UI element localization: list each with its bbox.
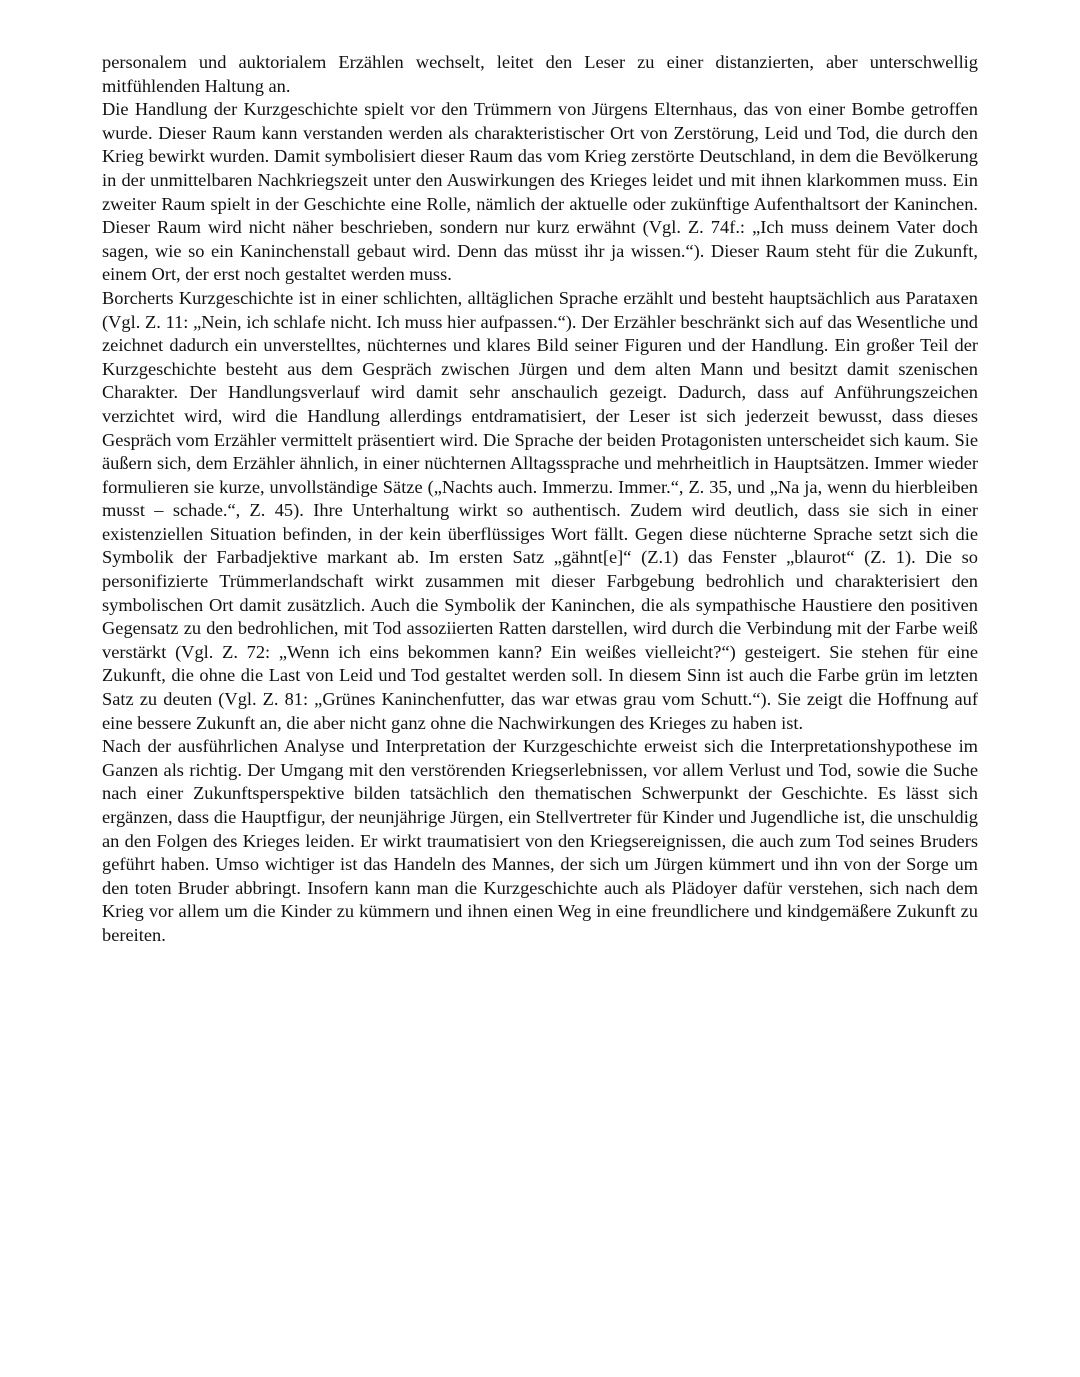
document-page	[102, 51, 978, 948]
paragraph-language: Borcherts Kurzgeschichte ist in einer schlichten, alltäglichen Sprache erzählt und besteht hauptsächlich aus Parataxen (Vgl. Z. 11: „Nein, ich schlafe nicht. Ich muss hier aufpassen.“). Der Erzähler beschränkt sich auf das Wesentliche und zeichnet dadurch ein unverstelltes, nüchternes und klares Bild seiner Figuren und der Handlung. Ein großer Teil der Kurzgeschichte besteht aus dem Gespräch zwischen Jürgen und dem alten Mann und besitzt damit szenischen Charakter. Der Handlungsverlauf wird damit sehr anschaulich gezeigt. Dadurch, dass auf Anführungszeichen verzichtet wird, wird die Handlung allerdings entdramatisiert, der Leser ist sich jederzeit bewusst, dass dieses Gespräch vom Erzähler vermittelt präsentiert wird. Die Sprache der beiden Protagonisten unterscheidet sich kaum. Sie äußern sich, dem Erzähler ähnlich, in einer nüchternen Alltagssprache und mehrheitlich in Hauptsätzen. Immer wieder formulieren sie kurze, unvollständige Sätze („Nachts auch. Immerzu. Immer.“, Z. 35, und „Na ja, wenn du hierbleiben musst – schade.“, Z. 45). Ihre Unterhaltung wirkt so authentisch. Zudem wird deutlich, dass sie sich in einer existenziellen Situation befinden, in der kein überflüssiges Wort fällt. Gegen diese nüchterne Sprache setzt sich die Symbolik der Farbadjektive markant ab. Im ersten Satz „gähnt[e]“ (Z.1) das Fenster „blaurot“ (Z. 1). Die so personifizierte Trümmerlandschaft wirkt zusammen mit dieser Farbgebung bedrohlich und charakterisiert den symbolischen Ort damit zusätzlich. Auch die Symbolik der Kaninchen, die als sympathische Haustiere den positiven Gegensatz zu den bedrohlichen, mit Tod assoziierten Ratten darstellen, wird durch die Verbindung mit der Farbe weiß verstärkt (Vgl. Z. 72: „Wenn ich eins bekommen kann? Ein weißes vielleicht?“) gesteigert. Sie stehen für eine Zukunft, die ohne die Last von Leid und Tod gestaltet werden soll. In diesem Sinn ist auch die Farbe grün im letzten Satz zu deuten (Vgl. Z. 81: „Grünes Kaninchenfutter, das war etwas grau vom Schutt.“). Sie zeigt die Hoffnung auf eine bessere Zukunft an, die aber nicht ganz ohne die Nachwirkungen des Krieges zu haben ist.	[102, 287, 978, 733]
paragraph-space: Die Handlung der Kurzgeschichte spielt vor den Trümmern von Jürgens Elternhaus, das von einer Bombe getroffen wurde. Dieser Raum kann verstanden werden als charakteristischer Ort von Zerstörung, Leid und Tod, die durch den Krieg bewirkt wurden. Damit symbolisiert dieser Raum das vom Krieg zerstörte Deutschland, in dem die Bevölkerung in der unmittelbaren Nachkriegszeit unter den Auswirkungen des Krieges leidet und mit ihnen klarkommen muss. Ein zweiter Raum spielt in der Geschichte eine Rolle, nämlich der aktuelle oder zukünftige Aufenthaltsort der Kaninchen. Dieser Raum wird nicht näher beschrieben, sondern nur kurz erwähnt (Vgl. Z. 74f.: „Ich muss deinem Vater doch sagen, wie so ein Kaninchenstall gebaut wird. Denn das müsst ihr ja wissen.“). Dieser Raum steht für die Zukunft, einem Ort, der erst noch gestaltet werden muss.	[102, 99, 978, 285]
paragraph-narration: personalem und auktorialem Erzählen wechselt, leitet den Leser zu einer distanzierten, aber unterschwellig mitfühlenden Haltung an.	[102, 52, 978, 96]
paragraph-conclusion: Nach der ausführlichen Analyse und Interpretation der Kurzgeschichte erweist sich die Interpretationshypothese im Ganzen als richtig. Der Umgang mit den verstörenden Kriegserlebnissen, vor allem Verlust und Tod, sowie die Suche nach einer Zukunftsperspektive bilden tatsächlich den thematischen Schwerpunkt der Geschichte. Es lässt sich ergänzen, dass die Hauptfigur, der neunjährige Jürgen, ein Stellvertreter für Kinder und Jugendliche ist, die unschuldig an den Folgen des Krieges leiden. Er wirkt traumatisiert von den Kriegsereignissen, die auch zum Tod seines Bruders geführt haben. Umso wichtiger ist das Handeln des Mannes, der sich um Jürgen kümmert und ihn von der Sorge um den toten Bruder abbringt. Insofern kann man die Kurzgeschichte auch als Plädoyer dafür verstehen, sich nach dem Krieg vor allem um die Kinder zu kümmern und ihnen einen Weg in eine freundlichere und kindgemäßere Zukunft zu bereiten.	[102, 736, 978, 945]
